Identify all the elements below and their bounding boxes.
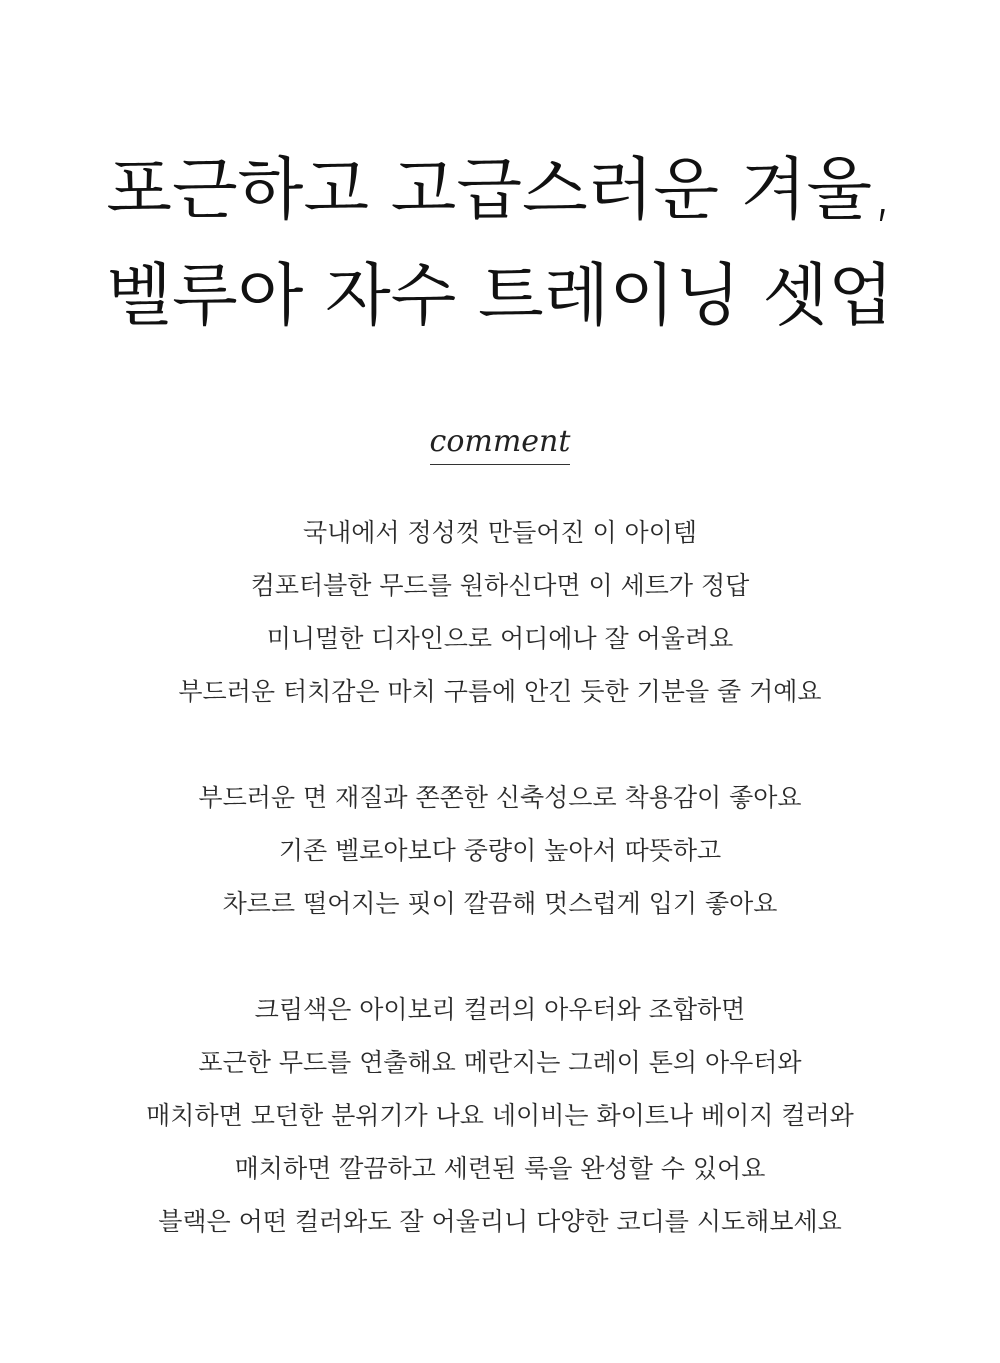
description-line: 국내에서 정성껏 만들어진 이 아이템 — [302, 518, 698, 547]
description-line: 미니멀한 디자인으로 어디에나 잘 어울려요 — [266, 624, 734, 653]
headline — [0, 138, 1000, 350]
description-body — [0, 506, 1000, 1301]
description-line: 차르르 떨어지는 핏이 깔끔해 멋스럽게 입기 좋아요 — [222, 889, 778, 918]
paragraph-3 — [0, 983, 1000, 1248]
paragraph-1 — [0, 506, 1000, 718]
paragraph-2 — [0, 771, 1000, 930]
description-line: 블랙은 어떤 컬러와도 잘 어울리니 다양한 코디를 시도해보세요 — [158, 1207, 842, 1236]
description-line: 포근한 무드를 연출해요 메란지는 그레이 톤의 아우터와 — [198, 1048, 802, 1077]
description-line: 부드러운 면 재질과 쫀쫀한 신축성으로 착용감이 좋아요 — [198, 783, 802, 812]
description-line: 매치하면 모던한 분위기가 나요 네이비는 화이트나 베이지 컬러와 — [146, 1101, 854, 1130]
description-line: 부드러운 터치감은 마치 구름에 안긴 듯한 기분을 줄 거예요 — [178, 677, 822, 706]
description-line: 매치하면 깔끔하고 세련된 룩을 완성할 수 있어요 — [234, 1154, 766, 1183]
description-line: 컴포터블한 무드를 원하신다면 이 세트가 정답 — [250, 571, 750, 600]
comment-label — [0, 422, 1000, 465]
description-line: 기존 벨로아보다 중량이 높아서 따뜻하고 — [278, 836, 722, 865]
headline-line-1: 포근하고 고급스러운 겨울, — [106, 151, 894, 230]
description-line: 크림색은 아이보리 컬러의 아우터와 조합하면 — [254, 995, 746, 1024]
comment-label-text: comment — [430, 422, 571, 465]
headline-line-2: 벨루아 자수 트레이닝 셋업 — [106, 257, 894, 336]
